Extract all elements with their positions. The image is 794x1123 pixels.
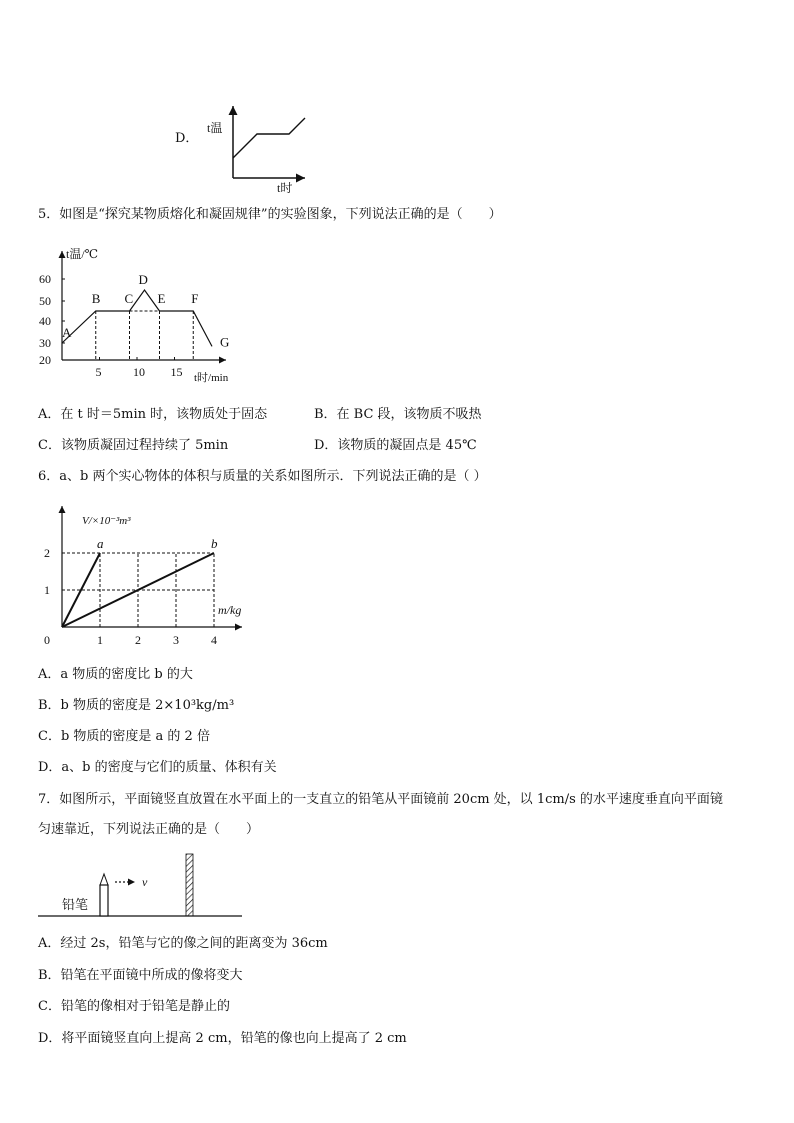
q6-chart — [38, 500, 253, 650]
q5-point-label-A: A — [62, 325, 72, 340]
q6-x-tick-label: 2 — [135, 633, 141, 647]
q7-figure — [38, 850, 248, 922]
q5-y-tick-label: 50 — [39, 294, 51, 308]
q6-series-label-a: a — [97, 536, 104, 551]
q6-option-c[interactable]: C．b 物质的密度是 a 的 2 倍 — [38, 729, 210, 744]
q7-option-d[interactable]: D．将平面镜竖直向上提高 2 cm，铅笔的像也向上提高了 2 cm — [38, 1031, 407, 1046]
q5-point-label-G: G — [220, 334, 230, 350]
q5-point-label-E: E — [157, 291, 166, 306]
q5-y-tick-label: 20 — [39, 353, 51, 367]
q4d-y-label: t温 — [207, 121, 223, 135]
q5-y-tick-label: 40 — [39, 314, 51, 328]
q5-chart — [36, 243, 246, 388]
q5-curve — [62, 290, 212, 346]
q7-pencil — [100, 885, 108, 916]
q6-origin: 0 — [44, 633, 50, 647]
q7-stem-line1: 7．如图所示，平面镜竖直放置在水平面上的一支直立的铅笔从平面镜前 20cm 处，以 1cm/s 的水平速度垂直向平面镜 — [38, 792, 723, 807]
q5-x-label: t时/min — [194, 372, 229, 384]
q5-option-a[interactable]: A．在 t 时＝5min 时，该物质处于固态 — [38, 407, 268, 422]
q5-y-label: t温/℃ — [66, 247, 99, 261]
q6-x-ticks — [97, 633, 217, 647]
q6-y-tick-label: 2 — [44, 546, 50, 560]
q5-y-ticks — [39, 272, 65, 367]
q6-y-label: V/×10⁻³m³ — [82, 515, 131, 527]
q6-series — [62, 536, 218, 627]
q7-velocity-label: v — [142, 875, 148, 889]
q5-stem: 5．如图是“探究某物质熔化和凝固规律”的实验图象，下列说法正确的是（ ） — [38, 207, 502, 222]
q4-option-d-graph — [205, 100, 315, 195]
q6-option-d[interactable]: D．a、b 的密度与它们的质量、体积有关 — [38, 760, 277, 775]
q5-point-label-C: C — [124, 291, 134, 306]
q4d-x-label: t时 — [277, 181, 293, 195]
q6-y-ticks — [44, 546, 50, 597]
q5-point-label-D: D — [138, 272, 148, 287]
q6-x-label: m/kg — [218, 603, 242, 617]
q6-x-tick-label: 1 — [97, 633, 103, 647]
q7-option-b[interactable]: B．铅笔在平面镜中所成的像将变大 — [38, 968, 243, 983]
q7-stem-line2: 匀速靠近，下列说法正确的是（ ） — [38, 822, 260, 837]
q5-point-label-B: B — [91, 291, 101, 306]
q4d-curve — [233, 118, 305, 158]
q6-stem: 6．a、b 两个实心物体的体积与质量的关系如图所示．下列说法正确的是（ ） — [38, 469, 487, 484]
q7-option-a[interactable]: A．经过 2s，铅笔与它的像之间的距离变为 36cm — [38, 936, 328, 951]
q5-y-tick-label: 60 — [39, 272, 51, 286]
q7-option-c[interactable]: C．铅笔的像相对于铅笔是静止的 — [38, 999, 230, 1014]
q5-y-tick-label: 30 — [39, 336, 51, 350]
q5-x-tick-label: 5 — [95, 365, 102, 379]
q6-x-tick-label: 4 — [211, 633, 217, 647]
q5-point-label-F: F — [191, 291, 199, 306]
q6-x-tick-label: 3 — [173, 633, 179, 647]
q6-option-b[interactable]: B．b 物质的密度是 2×10³kg/m³ — [38, 698, 235, 713]
q7-mirror — [186, 854, 193, 916]
q5-guide-lines — [96, 311, 194, 360]
q5-x-tick-label: 15 — [170, 365, 183, 379]
q5-x-tick-label: 10 — [133, 365, 145, 379]
q6-series-label-b: b — [211, 536, 218, 551]
q6-y-tick-label: 1 — [44, 583, 50, 597]
q7-pencil-tip — [100, 874, 108, 885]
q5-option-d[interactable]: D．该物质的凝固点是 45℃ — [314, 438, 477, 453]
q5-option-c[interactable]: C．该物质凝固过程持续了 5min — [38, 438, 229, 453]
q4-option-d-label[interactable]: D． — [175, 131, 199, 146]
q5-option-b[interactable]: B．在 BC 段，该物质不吸热 — [314, 407, 482, 422]
q6-option-a[interactable]: A．a 物质的密度比 b 的大 — [38, 667, 193, 682]
q7-pencil-label: 铅笔 — [62, 897, 89, 912]
